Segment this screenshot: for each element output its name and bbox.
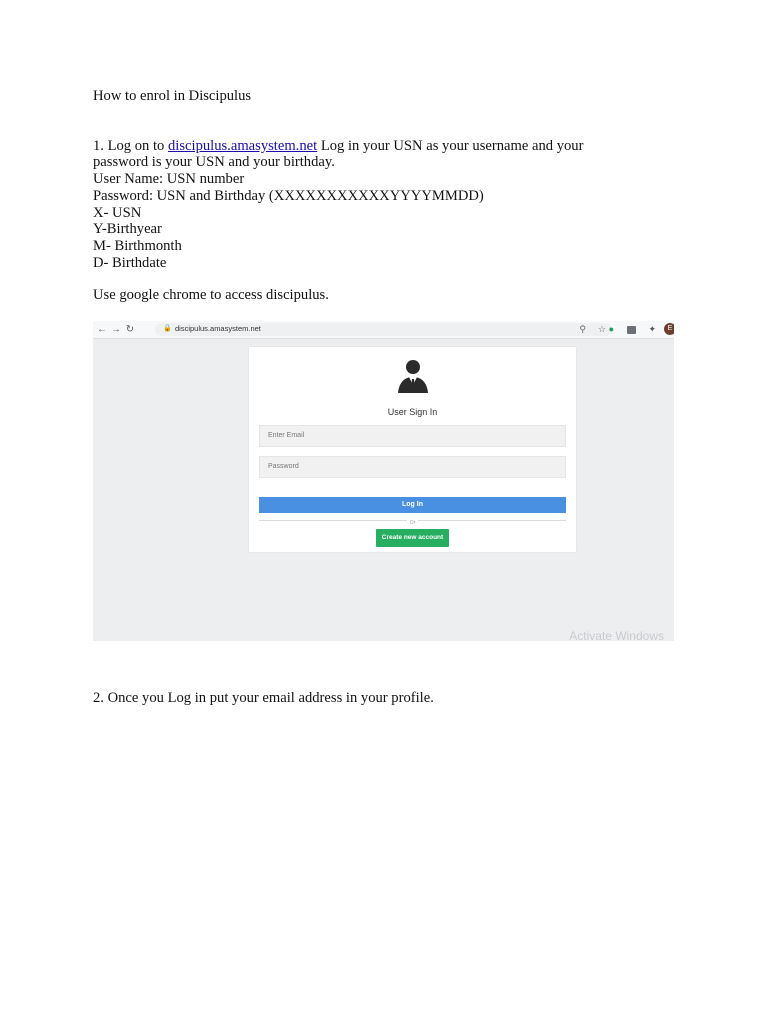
back-icon[interactable]: ← [97,324,107,335]
extension-box-icon[interactable] [627,326,636,334]
sign-in-title: User Sign In [387,407,438,417]
legend-month: M- Birthmonth [93,237,182,254]
profile-avatar[interactable]: E [664,323,674,335]
legend-usn: X- USN [93,204,142,221]
address-url: discipulus.amasystem.net [175,324,261,334]
zoom-icon[interactable]: ⚲ [579,324,586,334]
forward-icon[interactable]: → [111,324,121,335]
embedded-login-screenshot [93,321,674,641]
discipulus-link[interactable]: discipulus.amasystem.net [168,137,318,154]
username-line: User Name: USN number [93,171,245,188]
browser-toolbar [93,321,674,339]
step2-paragraph: 2. Once you Log in put your email address in your profile. [93,690,434,706]
lock-icon: 🔒 [163,325,172,333]
document-title: How to enrol in Discipulus [93,88,252,104]
step1-prefix: 1. Log on to [93,137,168,154]
activate-windows-watermark: Activate Windows [569,629,664,641]
document-body [93,88,633,304]
shield-extension-icon[interactable]: ● [608,324,614,334]
user-avatar-icon [395,358,431,394]
reload-icon[interactable]: ↻ [125,324,135,335]
create-account-button[interactable]: Create new account [376,529,449,547]
or-label: Or [407,520,419,526]
address-bar[interactable] [155,323,612,336]
legend-year: Y-Birthyear [93,221,162,238]
puzzle-icon[interactable]: ✦ [648,324,656,334]
step1-paragraph [93,138,633,171]
password-input[interactable]: Password [259,456,566,478]
sign-in-card [249,347,576,552]
star-icon[interactable]: ☆ [597,324,606,334]
legend-date: D- Birthdate [93,254,167,271]
email-input[interactable]: Enter Email [259,425,566,447]
log-in-button[interactable]: Log In [259,497,566,513]
browser-note: Use google chrome to access discipulus. [93,287,329,304]
step1-suffix: Log in your USN as your username and your password is your USN and your birthday. [93,137,584,171]
password-line: Password: USN and Birthday (XXXXXXXXXXXYYYYMMDD) [93,187,484,204]
